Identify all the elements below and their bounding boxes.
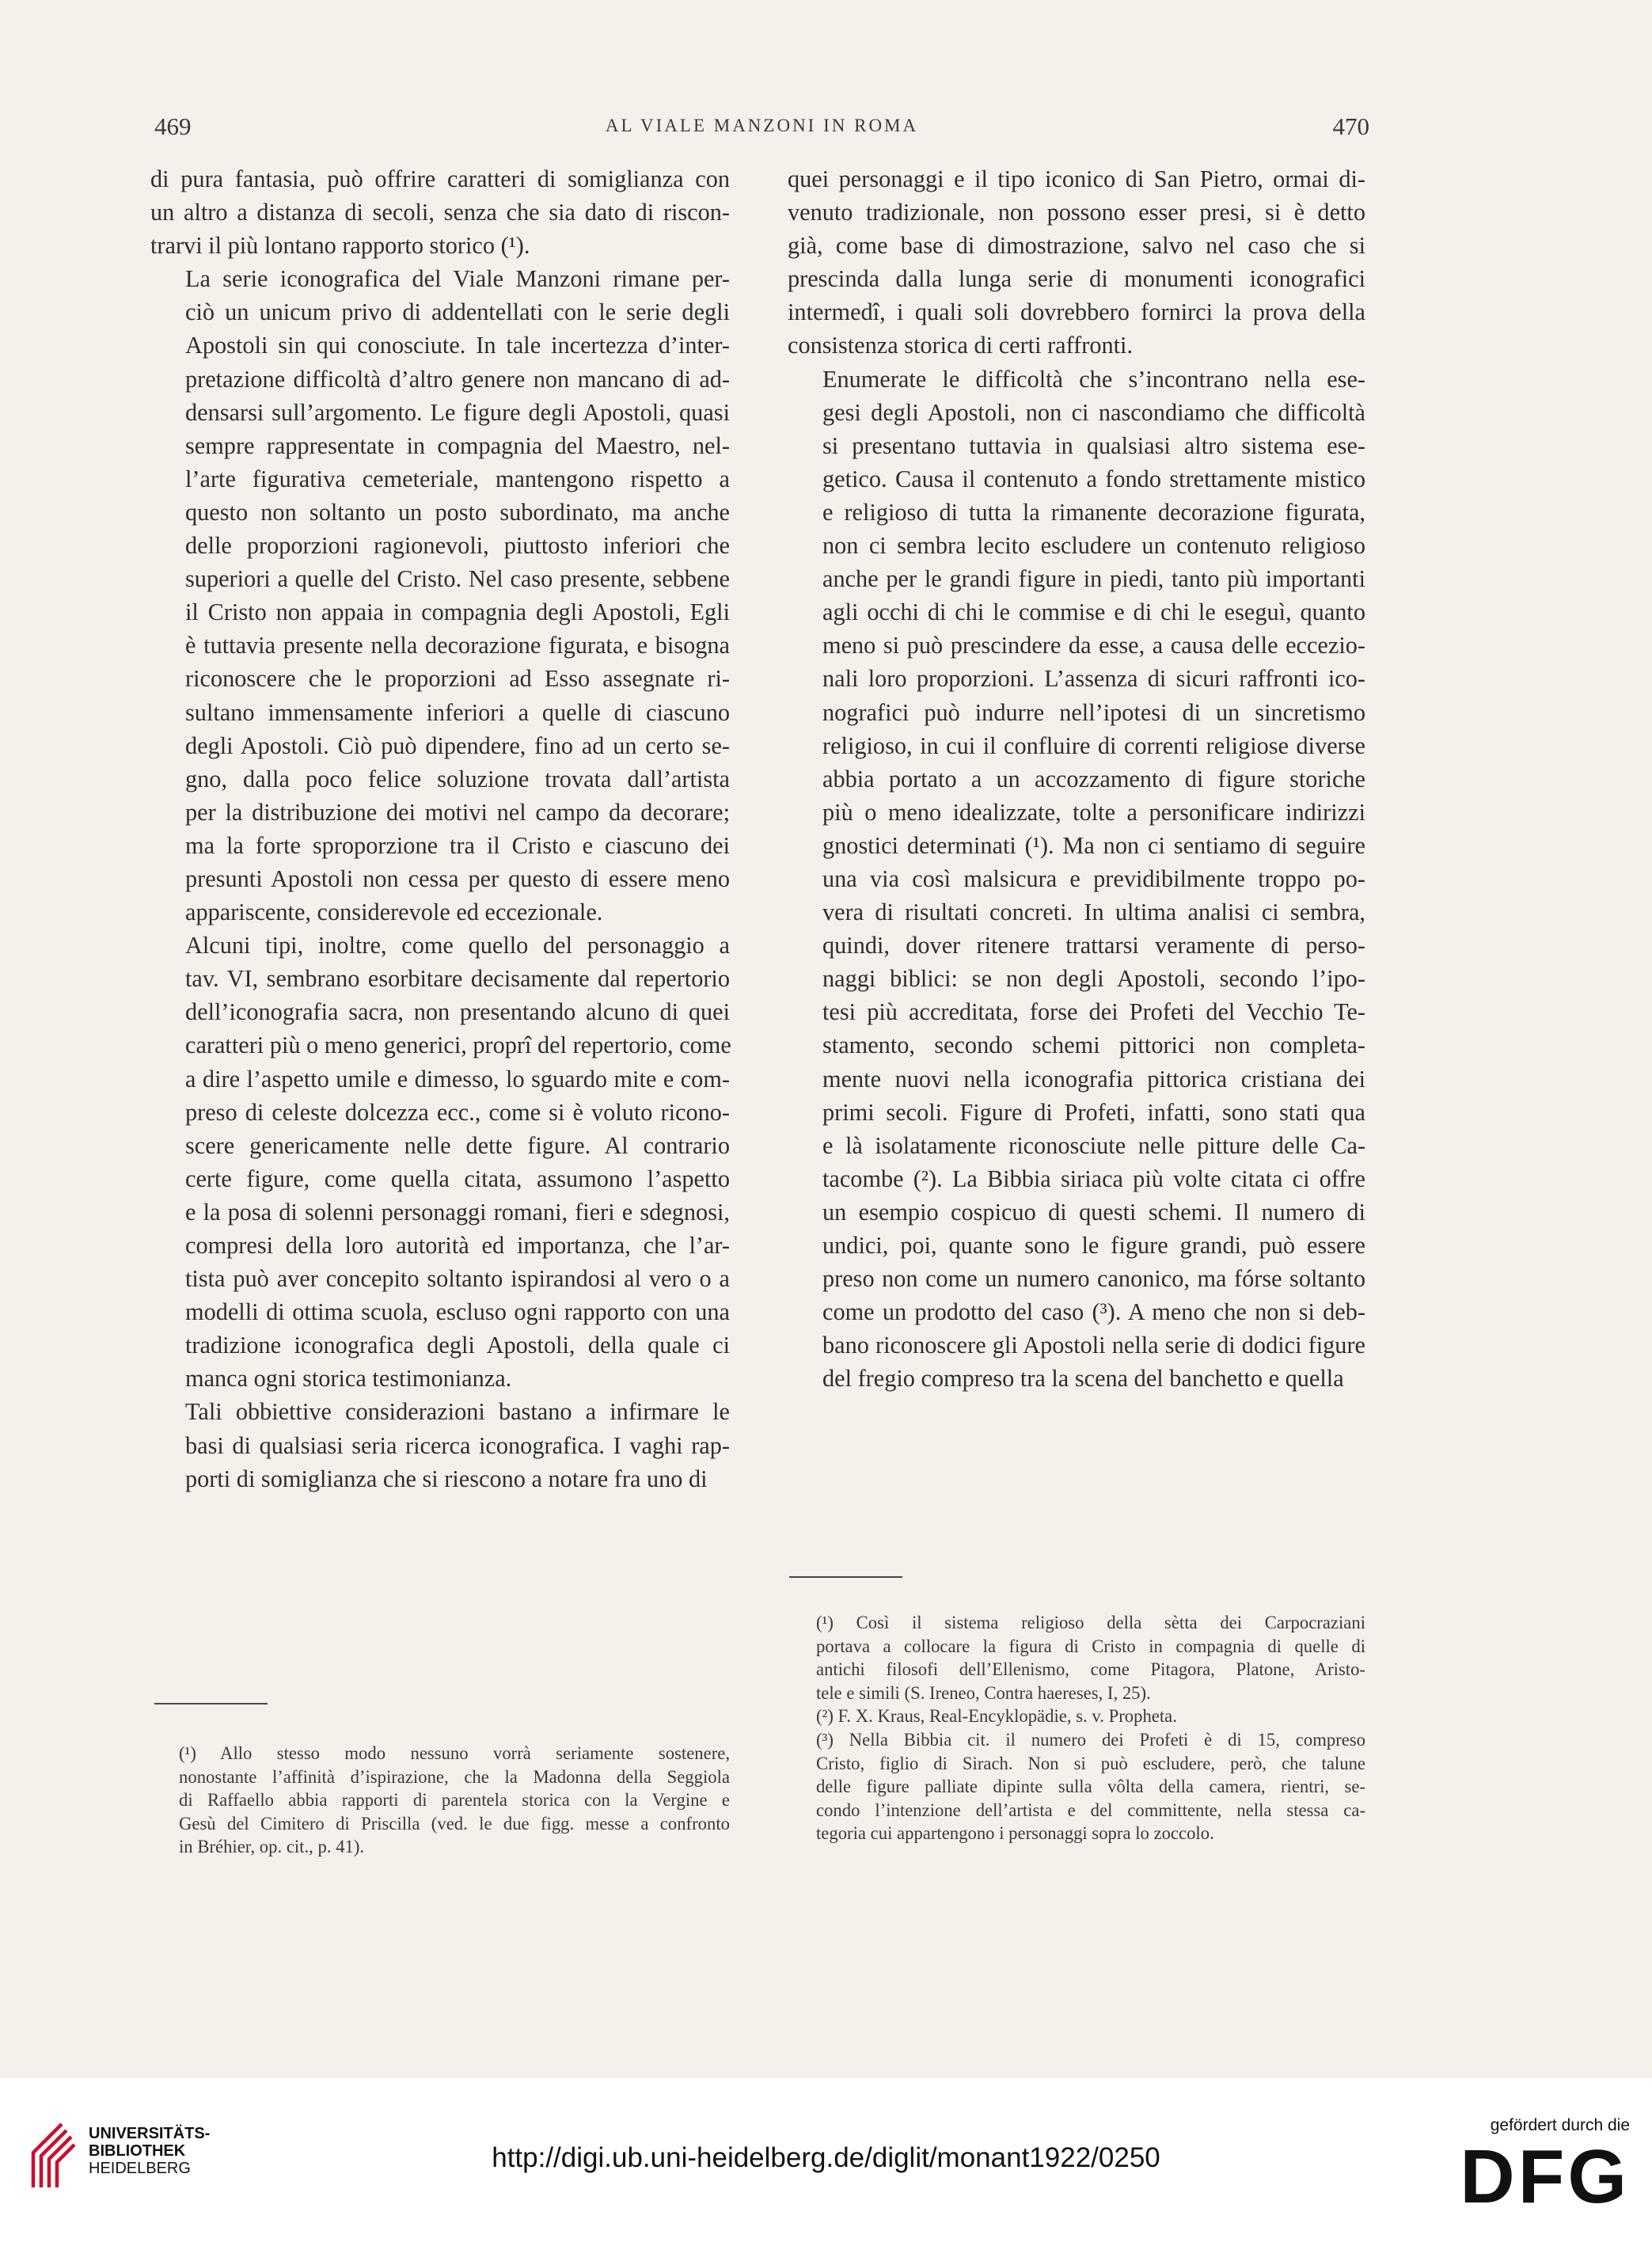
page-number-right: 470 bbox=[1332, 112, 1369, 140]
footnote-line: antichi filosofi dell’Ellenismo, come Pitagora, Platone, Aristo- bbox=[816, 1659, 1365, 1680]
body-line: ma la forte sproporzione tra il Cristo e ciascuno dei bbox=[185, 831, 730, 859]
permalink-url[interactable]: http://digi.ub.uni-heidelberg.de/diglit/monant1922/0250 bbox=[492, 2142, 1160, 2173]
body-line: Tali obbiettive considerazioni bastano a infirmare le bbox=[185, 1398, 730, 1426]
body-line: nali loro proporzioni. L’assenza di sicuri raffronti ico- bbox=[822, 665, 1365, 693]
funded-by-text: gefördert durch die bbox=[1490, 2116, 1630, 2134]
body-line: porti di somiglianza che si riescono a notare fra uno di bbox=[185, 1465, 708, 1492]
page-header bbox=[154, 112, 1369, 152]
body-line: presunti Apostoli non cessa per questo di essere meno bbox=[185, 865, 730, 892]
body-line: l’arte figurativa cemeteriale, mantengono rispetto a bbox=[185, 465, 730, 492]
body-line: un altro a distanza di secoli, senza che sia dato di riscon- bbox=[150, 199, 730, 226]
body-line: venuto tradizionale, non possono esser presi, si è detto bbox=[788, 199, 1365, 226]
footnote bbox=[788, 1728, 1365, 1845]
body-line: preso di celeste dolcezza ecc., come si è voluto ricono- bbox=[185, 1098, 730, 1126]
body-line: riconoscere che le proporzioni ad Esso assegnate ri- bbox=[185, 665, 730, 693]
body-line: densarsi sull’argomento. Le figure degli Apostoli, quasi bbox=[185, 398, 730, 426]
body-line: anche per le grandi figure in piedi, tanto più importanti bbox=[822, 565, 1365, 593]
body-line: compresi della loro autorità ed importanza, che l’ar- bbox=[185, 1232, 730, 1259]
footnote-line: Cristo, figlio di Sirach. Non si può escludere, però, che talune bbox=[816, 1753, 1365, 1773]
body-line: quindi, dover ritenere trattarsi veramente di perso- bbox=[822, 932, 1365, 960]
body-line: già, come base di dimostrazione, salvo nel caso che si bbox=[788, 232, 1365, 260]
body-line: manca ogni storica testimonianza. bbox=[185, 1365, 512, 1393]
library-name-line-1: UNIVERSITÄTS- bbox=[89, 2125, 211, 2142]
body-line: gno, dalla poco felice soluzione trovata dall’artista bbox=[185, 765, 730, 792]
body-line: getico. Causa il contenuto a fondo strettamente mistico bbox=[822, 465, 1365, 492]
body-line: e religioso di tutta la rimanente decorazione figurata, bbox=[822, 498, 1365, 526]
dfg-logo: DFG bbox=[1460, 2134, 1630, 2219]
body-line: tav. VI, sembrano esorbitare decisamente dal repertorio bbox=[185, 965, 730, 993]
body-line: gnostici determinati (¹). Ma non ci sentiamo di seguire bbox=[822, 831, 1365, 859]
body-line: preso non come un numero canonico, ma fórse soltanto bbox=[822, 1265, 1365, 1293]
footnote bbox=[150, 1742, 730, 1859]
footnotes-left bbox=[150, 1742, 730, 1859]
body-line: basi di qualsiasi seria ricerca iconografica. I vaghi rap- bbox=[185, 1431, 730, 1459]
body-line: per la distribuzione dei motivi nel campo da decorare; bbox=[185, 798, 730, 826]
footnote bbox=[788, 1704, 1365, 1728]
body-line: e là isolatamente riconosciute nelle pitture delle Ca- bbox=[822, 1131, 1365, 1159]
body-paragraph bbox=[788, 363, 1365, 1396]
footnote-line: tegoria cui appartengono i personaggi sopra lo zoccolo. bbox=[816, 1823, 1214, 1844]
body-line: superiori a quelle del Cristo. Nel caso presente, sebbene bbox=[185, 565, 730, 593]
body-line: certe figure, come quella citata, assumono l’aspetto bbox=[185, 1165, 730, 1192]
body-line: a dire l’aspetto umile e dimesso, lo sguardo mite e com- bbox=[185, 1065, 730, 1093]
body-paragraph bbox=[788, 162, 1365, 363]
footnote-line: portava a collocare la figura di Cristo in compagnia di quelle di bbox=[816, 1636, 1365, 1656]
body-line: del fregio compreso tra la scena del banchetto e quella bbox=[822, 1365, 1344, 1393]
body-line: nografici può indurre nell’ipotesi di un sincretismo bbox=[822, 698, 1365, 726]
body-line: appariscente, considerevole ed eccezionale. bbox=[185, 899, 603, 926]
body-line: sultano immensamente inferiori a quelle di ciascuno bbox=[185, 698, 730, 726]
body-line: religioso, in cui il confluire di correnti religiose diverse bbox=[822, 732, 1365, 759]
body-paragraph bbox=[150, 262, 730, 929]
body-line: trarvi il più lontano rapporto storico (¹). bbox=[150, 232, 530, 260]
body-line: si presentano tuttavia in qualsiasi altro sistema ese- bbox=[822, 431, 1365, 459]
footnote-line: in Bréhier, op. cit., p. 41). bbox=[179, 1837, 365, 1857]
body-line: consistenza storica di certi raffronti. bbox=[788, 332, 1134, 359]
footnote-line: Gesù del Cimitero di Priscilla (ved. le due figg. messe a confronto bbox=[179, 1813, 730, 1834]
footnote-line: (³) Nella Bibbia cit. il numero dei Profeti è di 15, compreso bbox=[816, 1729, 1365, 1750]
body-line: scere genericamente nelle dette figure. Al contrario bbox=[185, 1131, 730, 1159]
body-line: il Cristo non appaia in compagnia degli Apostoli, Egli bbox=[185, 599, 730, 626]
body-line: gesi degli Apostoli, non ci nascondiamo che difficoltà bbox=[822, 398, 1365, 426]
footnote-line: (¹) Così il sistema religioso della sètta dei Carpocraziani bbox=[816, 1613, 1365, 1632]
body-line: vera di risultati concreti. In ultima analisi ci sembra, bbox=[822, 899, 1365, 926]
body-line: di pura fantasia, può offrire caratteri di somiglianza con bbox=[150, 165, 730, 192]
footnote-line: (¹) Allo stesso modo nessuno vorrà seriamente sostenere, bbox=[179, 1743, 730, 1763]
body-line: questo non soltanto un posto subordinato, ma anche bbox=[185, 498, 730, 526]
body-paragraph bbox=[150, 1395, 730, 1495]
body-line: sempre rappresentate in compagnia del Maestro, nel- bbox=[185, 431, 730, 459]
body-line: dell’iconografia sacra, non presentando alcuno di quei bbox=[185, 998, 730, 1026]
footnote-line: nonostante l’affinità d’ispirazione, che la Madonna della Seggiola bbox=[179, 1766, 730, 1787]
body-line: modelli di ottima scuola, escluso ogni rapporto con una bbox=[185, 1298, 730, 1326]
body-line: un esempio cospicuo di questi schemi. Il numero di bbox=[822, 1198, 1365, 1226]
body-line: intermedî, i quali soli dovrebbero fornirci la prova della bbox=[788, 298, 1365, 326]
footnote bbox=[788, 1611, 1365, 1704]
footnote-line: condo l’intenzione dell’artista e del committente, nella stessa ca- bbox=[816, 1799, 1365, 1820]
body-line: Apostoli sin qui conosciute. In tale incertezza d’inter- bbox=[185, 332, 730, 359]
body-line: primi secoli. Figure di Profeti, infatti, sono stati qua bbox=[822, 1098, 1365, 1126]
footnote-line: delle figure palliate dipinte sulla vôlta della camera, rientri, se- bbox=[816, 1777, 1365, 1797]
body-line: undici, poi, quante sono le figure grandi, può essere bbox=[822, 1232, 1365, 1259]
footnote-rule-right bbox=[789, 1576, 902, 1578]
body-paragraph bbox=[150, 929, 730, 1395]
footnote-line: (²) F. X. Kraus, Real-Encyklopädie, s. v. Propheta. bbox=[816, 1706, 1177, 1727]
footnote-rule-left bbox=[154, 1703, 268, 1704]
body-line: agli occhi di chi le commise e di chi le eseguì, quanto bbox=[822, 599, 1365, 626]
footnotes-right bbox=[788, 1611, 1365, 1845]
body-paragraph bbox=[150, 162, 730, 262]
body-line: stamento, secondo schemi pittorici non completa- bbox=[822, 1032, 1365, 1059]
body-line: quei personaggi e il tipo iconico di San Pietro, ormai di- bbox=[788, 165, 1365, 192]
left-column bbox=[150, 162, 730, 1495]
body-line: prescinda dalla lunga serie di monumenti iconografici bbox=[788, 265, 1365, 293]
body-line: mente nuovi nella iconografia pittorica cristiana dei bbox=[822, 1065, 1365, 1093]
body-line: delle proporzioni ragionevoli, piuttosto inferiori che bbox=[185, 532, 730, 560]
right-column bbox=[788, 162, 1365, 1395]
body-line: una via così malsicura e previdibilmente troppo po- bbox=[822, 865, 1365, 892]
body-line: La serie iconografica del Viale Manzoni rimane per- bbox=[185, 265, 730, 293]
body-line: meno si può prescindere da esse, a causa delle eccezio- bbox=[822, 632, 1365, 659]
running-title: AL VIALE MANZONI IN ROMA bbox=[605, 116, 919, 135]
body-line: pretazione difficoltà d’altro genere non mancano di ad- bbox=[185, 365, 730, 393]
body-line: Enumerate le difficoltà che s’incontrano nella ese- bbox=[822, 365, 1365, 393]
body-line: e la posa di solenni personaggi romani, fieri e sdegnosi, bbox=[185, 1198, 730, 1226]
body-line: degli Apostoli. Ciò può dipendere, fino ad un certo se- bbox=[185, 732, 730, 759]
body-line: caratteri più o meno generici, proprî del repertorio, come bbox=[185, 1032, 731, 1059]
library-name-line-3: HEIDELBERG bbox=[89, 2160, 191, 2177]
body-line: più o meno idealizzate, tolte a personificare indirizzi bbox=[822, 798, 1365, 826]
footnote-line: di Raffaello abbia rapporti di parentela storica con la Vergine e bbox=[179, 1790, 730, 1811]
body-line: Alcuni tipi, inoltre, come quello del personaggio a bbox=[185, 932, 730, 960]
body-line: tradizione iconografica degli Apostoli, della quale ci bbox=[185, 1332, 730, 1359]
body-line: tacombe (²). La Bibbia siriaca più volte citata ci offre bbox=[822, 1165, 1365, 1192]
body-line: non ci sembra lecito escludere un contenuto religioso bbox=[822, 532, 1365, 560]
library-name-line-2: BIBLIOTHEK bbox=[89, 2142, 186, 2160]
body-line: naggi biblici: se non degli Apostoli, secondo l’ipo- bbox=[822, 965, 1365, 993]
body-line: come un prodotto del caso (³). A meno che non si deb- bbox=[822, 1298, 1365, 1326]
body-line: ciò un unicum privo di addentellati con le serie degli bbox=[185, 298, 730, 326]
body-line: tista può aver concepito soltanto ispirandosi al vero o a bbox=[185, 1265, 730, 1293]
body-line: abbia portato a un accozzamento di figure storiche bbox=[822, 765, 1365, 792]
page-number-left: 469 bbox=[154, 112, 192, 140]
body-line: bano riconoscere gli Apostoli nella serie di dodici figure bbox=[822, 1332, 1365, 1359]
body-line: è tuttavia presente nella decorazione figurata, e bisogna bbox=[185, 632, 730, 659]
footnote-line: tele e simili (S. Ireneo, Contra haereses, I, 25). bbox=[816, 1682, 1151, 1703]
body-line: tesi più accreditata, forse dei Profeti del Vecchio Te- bbox=[822, 998, 1365, 1026]
